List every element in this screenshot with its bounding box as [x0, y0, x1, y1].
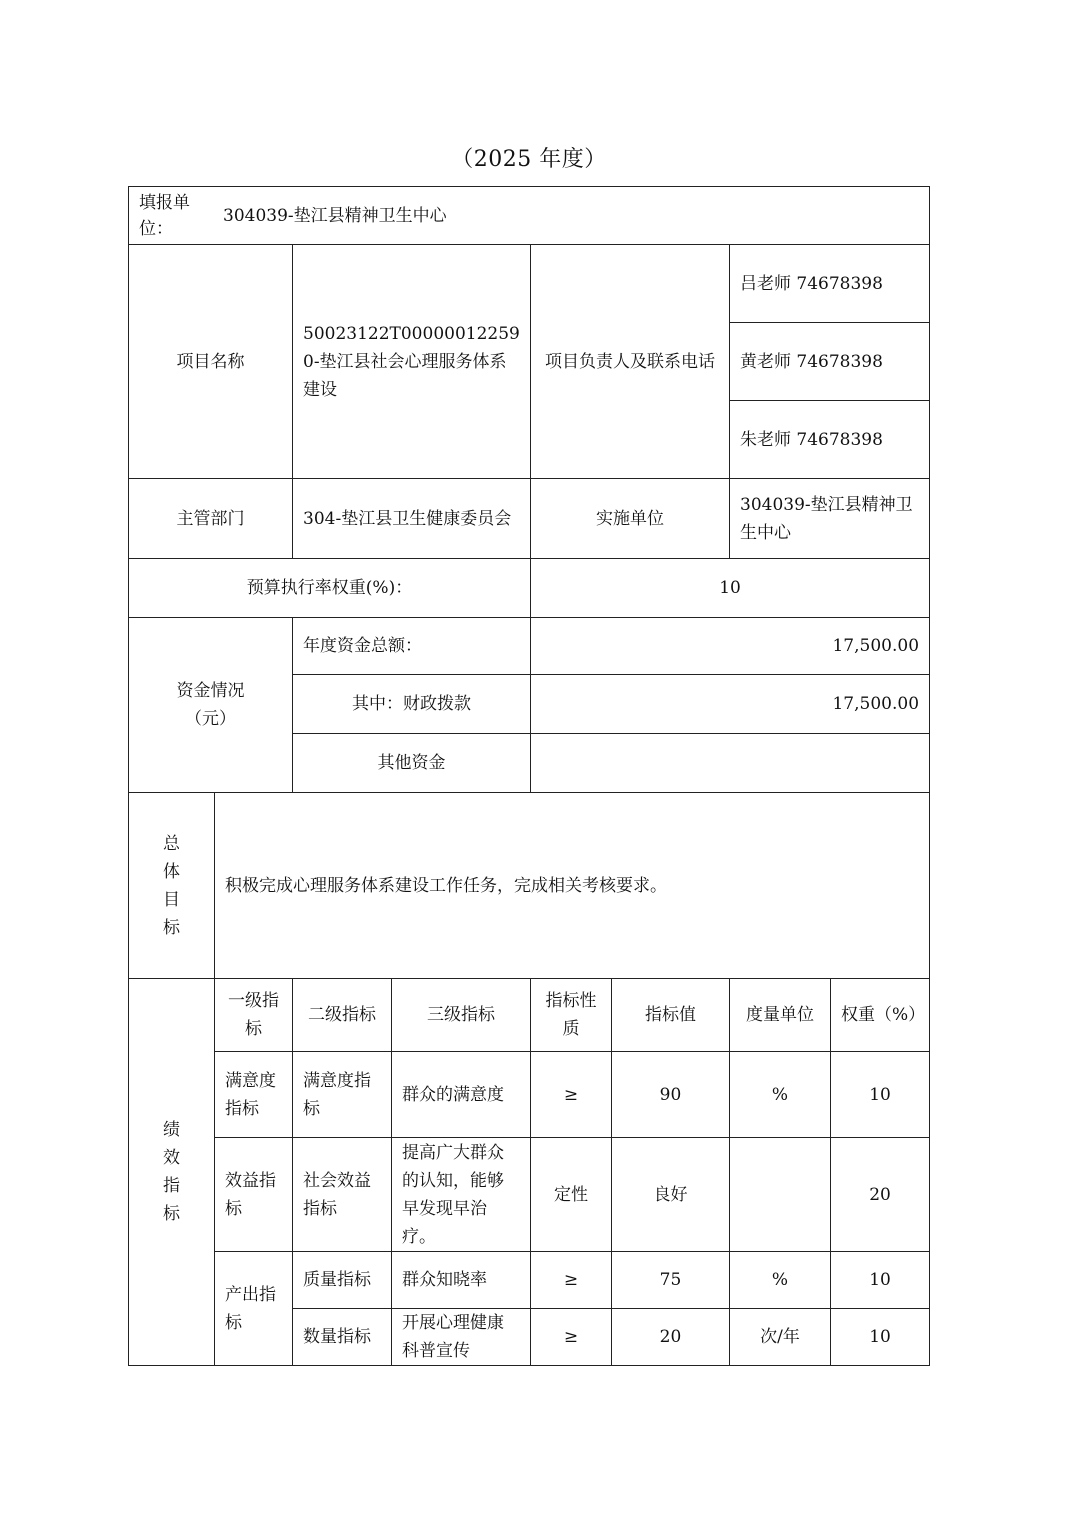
perf-value: 20: [612, 1309, 730, 1366]
perf-unit: 次/年: [730, 1309, 831, 1366]
perf-level3: 提高广大群众的认知，能够早发现早治疗。: [392, 1138, 531, 1252]
contact-2: 黄老师 74678398: [730, 323, 930, 401]
perf-nature: 定性: [531, 1138, 612, 1252]
perf-label: 绩效指标: [163, 1120, 180, 1224]
unit-row: [129, 187, 930, 245]
perf-level1: 满意度指标: [215, 1052, 293, 1138]
funds-total-row: [129, 618, 930, 675]
budget-weight-label: 预算执行率权重(%)：: [129, 559, 531, 618]
project-performance-table: [128, 186, 930, 1366]
budget-weight-row: [129, 559, 930, 618]
impl-value: 304039-垫江县精神卫生中心: [730, 479, 930, 559]
perf-level1: 效益指标: [215, 1138, 293, 1252]
perf-unit: %: [730, 1252, 831, 1309]
perf-level2: 满意度指标: [293, 1052, 392, 1138]
perf-level2: 数量指标: [293, 1309, 392, 1366]
perf-level2: 质量指标: [293, 1252, 392, 1309]
page-title: （2025 年度）: [451, 147, 607, 172]
perf-level2: 社会效益指标: [293, 1138, 392, 1252]
perf-weight: 10: [831, 1052, 930, 1138]
dept-row: [129, 479, 930, 559]
unit-value: 304039-垫江县精神卫生中心: [223, 205, 447, 226]
goal-label: 总体目标: [163, 833, 180, 938]
perf-nature: ≥: [531, 1052, 612, 1138]
perf-level1: 产出指标: [215, 1252, 293, 1366]
contact-1: 吕老师 74678398: [730, 245, 930, 323]
goal-text: 积极完成心理服务体系建设工作任务，完成相关考核要求。: [215, 793, 930, 979]
project-name-value: 50023122T000000122590-垫江县社会心理服务体系建设: [293, 245, 531, 479]
project-row: [129, 245, 930, 323]
perf-value: 75: [612, 1252, 730, 1309]
perf-level3: 群众的满意度: [392, 1052, 531, 1138]
project-name-label: 项目名称: [129, 245, 293, 479]
perf-nature: ≥: [531, 1252, 612, 1309]
perf-level3: 群众知晓率: [392, 1252, 531, 1309]
dept-label: 主管部门: [129, 479, 293, 559]
funds-fiscal-value: 17,500.00: [531, 675, 930, 734]
perf-value: 良好: [612, 1138, 730, 1252]
funds-total-label: 年度资金总额：: [293, 618, 531, 675]
perf-weight: 10: [831, 1309, 930, 1366]
perf-weight: 20: [831, 1138, 930, 1252]
goal-row: [129, 793, 930, 979]
table-row: [129, 1052, 930, 1138]
perf-header-weight: 权重（%）: [831, 979, 930, 1052]
project-contact-label: 项目负责人及联系电话: [531, 245, 730, 479]
perf-weight: 10: [831, 1252, 930, 1309]
table-row: [129, 1138, 930, 1252]
perf-header-row: [129, 979, 930, 1052]
funds-other-value: [531, 734, 930, 793]
perf-unit: %: [730, 1052, 831, 1138]
perf-header-unit: 度量单位: [730, 979, 831, 1052]
funds-label: 资金情况（元）: [176, 681, 245, 729]
impl-label: 实施单位: [531, 479, 730, 559]
table-row: [129, 1252, 930, 1309]
contact-3: 朱老师 74678398: [730, 401, 930, 479]
perf-header-level3: 三级指标: [392, 979, 531, 1052]
budget-weight-value: 10: [531, 559, 930, 618]
perf-header-value: 指标值: [612, 979, 730, 1052]
funds-fiscal-label: 其中：财政拨款: [293, 675, 531, 734]
dept-value: 304-垫江县卫生健康委员会: [293, 479, 531, 559]
funds-other-label: 其他资金: [293, 734, 531, 793]
perf-header-level2: 二级指标: [293, 979, 392, 1052]
perf-nature: ≥: [531, 1309, 612, 1366]
perf-unit: [730, 1138, 831, 1252]
perf-value: 90: [612, 1052, 730, 1138]
funds-total-value: 17,500.00: [531, 618, 930, 675]
perf-header-level1: 一级指标: [215, 979, 293, 1052]
perf-level3: 开展心理健康科普宣传: [392, 1309, 531, 1366]
unit-label: 填报单位：: [139, 192, 190, 239]
perf-header-nature: 指标性质: [531, 979, 612, 1052]
